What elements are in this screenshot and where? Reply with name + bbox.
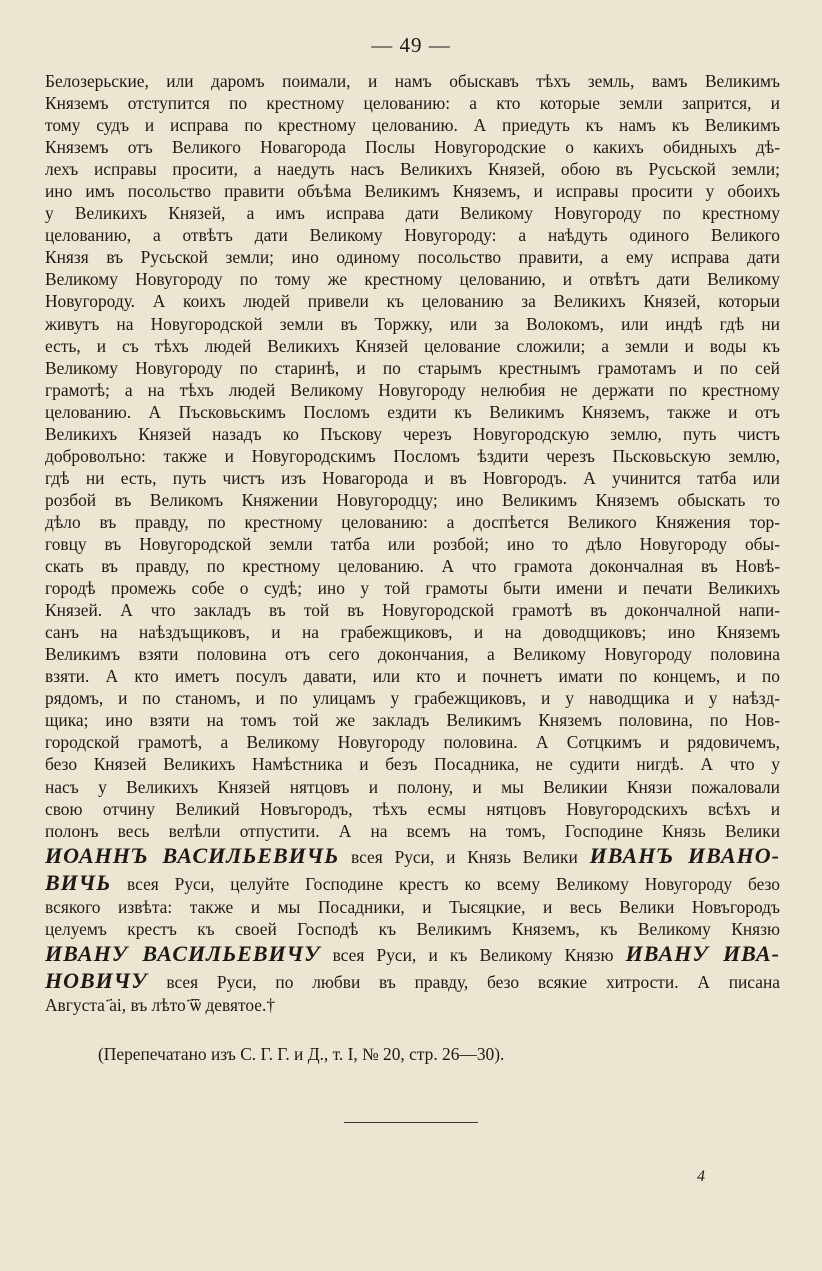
text-line: взяти. А кто иметъ посулъ давати, или кто и почнетъ имати по концемъ, и по bbox=[45, 666, 780, 687]
page-number: — 49 — bbox=[371, 33, 451, 57]
text-line: гдѣ ни есть, путь чистъ изъ Новагорода и въ Новгородъ. А учинится татба или bbox=[45, 467, 780, 488]
signature-mark: 4 bbox=[697, 1168, 705, 1185]
text-line: говцу въ Новугородской земли татба или розбой; ино то дѣло Новугороду обы- bbox=[45, 533, 780, 554]
text-line-final: Августа ҃аі, въ лѣто ҃ѿ девятое.† bbox=[45, 994, 276, 1015]
royal-name: ИВАНУ ИВА- bbox=[625, 940, 780, 966]
text-line: у Великихъ Князей, а имъ исправа дати Великому Новугороду по крестному bbox=[45, 203, 780, 224]
text-line: Княземъ отъ Великого Новагорода Послы Новугородские о какихъ обидныхъ дѣ- bbox=[45, 137, 780, 158]
royal-name: ИОАННЪ ВАСИЛЬЕВИЧЬ bbox=[45, 842, 340, 868]
text-line: всякого извѣта: также и мы Посадники, и Тысяцкие, и весь Велики Новъгородъ bbox=[45, 896, 780, 917]
text-line: тому судъ и исправа по крестному целованию. А приедуть къ намъ къ Великимъ bbox=[45, 115, 780, 136]
text-line: свою отчину Великий Новъгородъ, тѣхъ есмы нятцовъ Новугородскихъ всѣхъ и bbox=[45, 798, 780, 819]
text-line bbox=[45, 842, 780, 869]
text-line: рядомъ, и по станомъ, и по улицамъ у грабежщиковъ, и у наводщика и у наѣзд- bbox=[45, 688, 780, 709]
text-line: живутъ на Новугородской земли въ Торжку, или за Волокомъ, или индѣ гдѣ ни bbox=[45, 313, 780, 334]
text-line: Князя въ Русьской земли; ино одиному посольство правити, а ему исправа дати bbox=[45, 247, 780, 268]
text-line: санъ на наѣздъщиковъ, и на грабежщиковъ, и на доводщиковъ; ино Княземъ bbox=[45, 622, 780, 643]
text-line: целуемъ крестъ къ своей Господѣ къ Великимъ Княземъ, къ Великому Князю bbox=[45, 918, 780, 939]
text-fragment: всея Руси, и къ Великому Князю bbox=[332, 944, 614, 965]
text-line: безо Князей Великихъ Намѣстника и безъ Посадника, не судити нигдѣ. А что у bbox=[45, 754, 780, 775]
text-line: есть, и съ тѣхъ людей Великихъ Князей целование сложили; а земли и воды къ bbox=[45, 335, 780, 356]
closing-rule bbox=[344, 1122, 478, 1123]
text-line: скать въ правду, по крестному целованию. А что грамота докончалная въ Новѣ- bbox=[45, 556, 780, 577]
text-line: Великимъ взяти половина отъ сего докончания, а Великому Новугороду половина bbox=[45, 644, 780, 665]
text-line: целованию. А Пъсковьскимъ Посломъ ездити къ Великимъ Княземъ, также и отъ bbox=[45, 401, 780, 422]
royal-name: ИВАНУ ВАСИЛЬЕВИЧУ bbox=[45, 940, 321, 966]
text-line: ино имъ посольство правити объѣма Великимъ Княземъ, и исправы просити у обоихъ bbox=[45, 181, 780, 202]
text-line: целованию, а отвѣтъ дати Великому Новугороду: а наѣдуть одиного Великого bbox=[45, 225, 780, 246]
text-fragment: всея Руси, по любви въ правду, безо всякие хитрости. А писана bbox=[166, 971, 780, 992]
text-line: полонъ весь велѣли отпустити. А на всемъ на томъ, Господине Князь Велики bbox=[45, 820, 780, 841]
text-line: Великому Новугороду по старинѣ, и по старымъ крестнымъ грамотамъ и по сей bbox=[45, 357, 780, 378]
source-citation: (Перепечатано изъ С. Г. Г. и Д., т. I, № 20, стр. 26—30). bbox=[98, 1044, 505, 1064]
text-line: щика; ино взяти на томъ той же закладъ Великимъ Княземъ половина, по Нов- bbox=[45, 710, 780, 731]
text-line: доброволъно: также и Новугородскимъ Посломъ ѣздити черезъ Пьсковьскую землю, bbox=[45, 445, 780, 466]
text-line bbox=[45, 940, 780, 967]
text-line: розбой въ Великомъ Княжении Новугородцу; ино Великимъ Княземъ обыскать то bbox=[45, 489, 780, 510]
text-line: Великихъ Князей назадъ ко Пъскову черезъ Новугородскую землю, путь чистъ bbox=[45, 423, 780, 444]
text-line bbox=[45, 967, 780, 994]
text-lines bbox=[45, 70, 780, 842]
text-line: Белозерьские, или даромъ поимали, и намъ обыскавъ тѣхъ земль, вамъ Великимъ bbox=[45, 71, 780, 91]
body-text bbox=[45, 70, 780, 1016]
text-line: Новугороду. А коихъ людей привели къ целованию за Великихъ Князей, которыи bbox=[45, 291, 780, 312]
text-line: насъ у Великихъ Князей нятцовъ и полону, и мы Великии Князи пожаловали bbox=[45, 776, 780, 797]
royal-name: ВИЧЬ bbox=[45, 869, 112, 895]
text-line: городской грамотѣ, а Великому Новугороду половина. А Сотцкимъ и рядовичемъ, bbox=[45, 732, 780, 753]
text-line: городѣ промежь собе о судѣ; ино у той грамоты быти имени и печати Великихъ bbox=[45, 578, 780, 599]
text-line: Великому Новугороду по тому же крестному целованию, и отвѣтъ дати Великому bbox=[45, 269, 780, 290]
text-line: лехъ исправы просити, а наедуть насъ Великихъ Князей, обою въ Русьской земли; bbox=[45, 159, 780, 180]
royal-name: НОВИЧУ bbox=[45, 967, 148, 993]
text-line: Княземъ отступится по крестному целованию: а кто которые земли запрится, и bbox=[45, 93, 780, 114]
text-line: дѣло въ правду, по крестному целованию: а доспѣется Великого Княжения тор- bbox=[45, 511, 780, 532]
text-fragment: всея Руси, целуйте Господине крестъ ко всему Великому Новугороду безо bbox=[127, 873, 780, 894]
text-fragment: всея Руси, и Князь Велики bbox=[351, 846, 578, 867]
text-line: Князей. А что закладъ въ той въ Новугородской грамотѣ въ докончалной напи- bbox=[45, 600, 780, 621]
text-line: грамотѣ; а на тѣхъ людей Великому Новугороду нелюбия не держати по крестному bbox=[45, 379, 780, 400]
text-line bbox=[45, 869, 780, 896]
royal-name: ИВАНЪ ИВАНО- bbox=[589, 842, 780, 868]
